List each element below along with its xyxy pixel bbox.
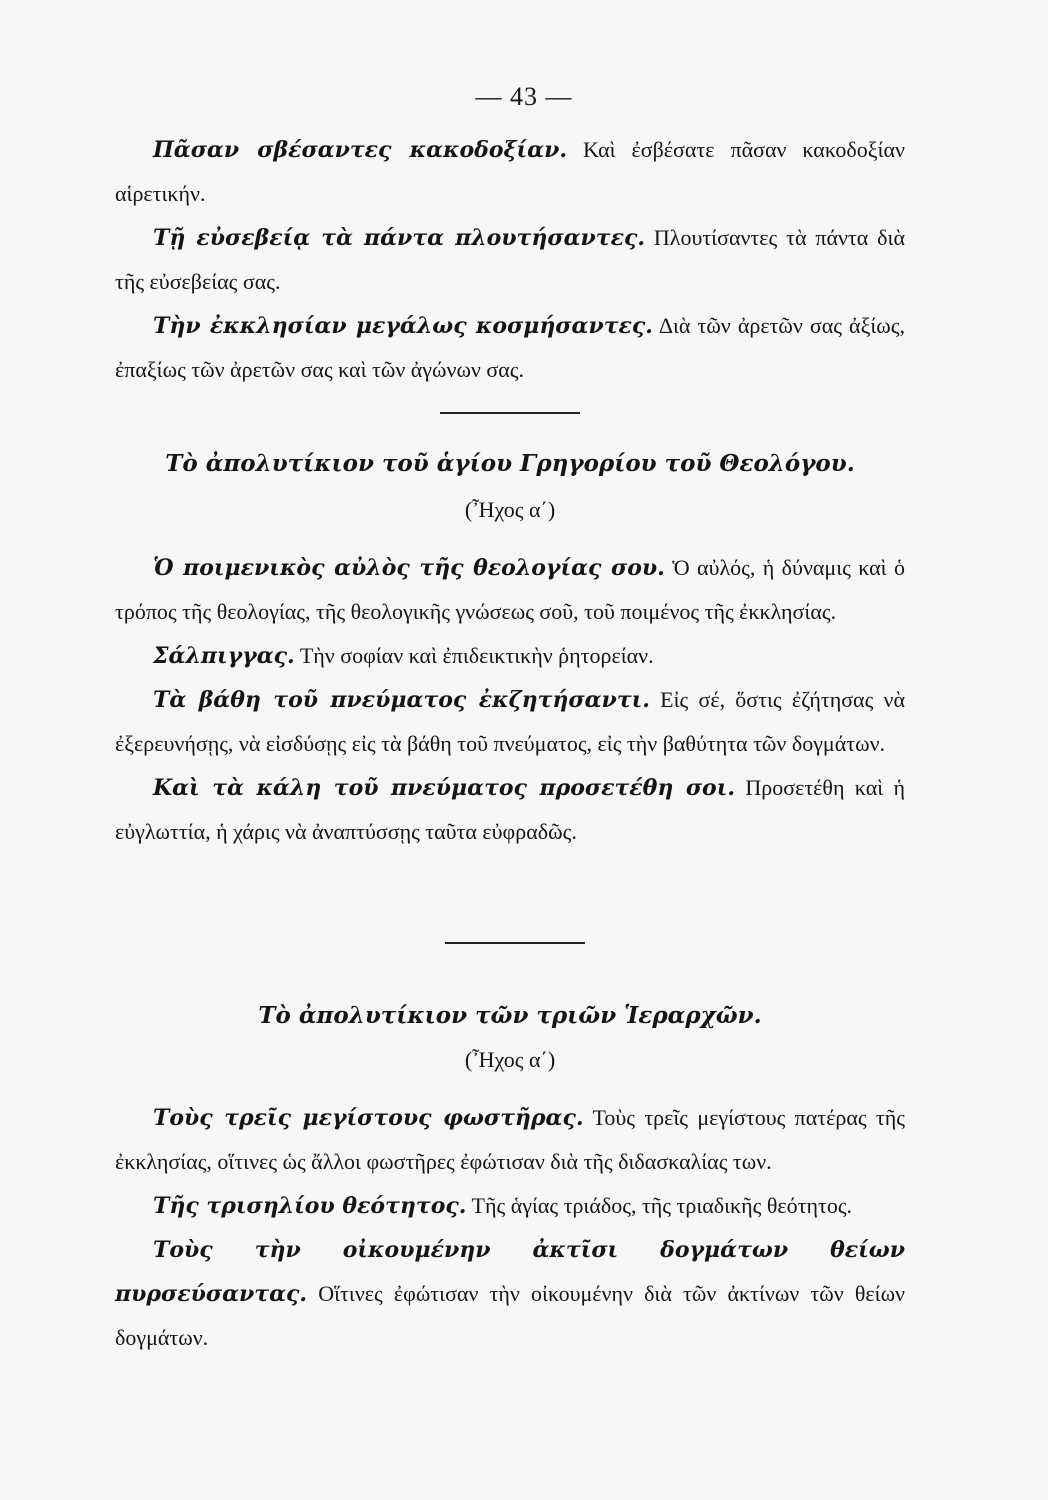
paragraph: [115, 678, 905, 766]
paragraph: [115, 546, 905, 634]
paragraph: [115, 128, 905, 216]
tone-label: (Ἦχος α΄): [464, 1047, 556, 1072]
verse-explanation: Τὴν σοφίαν καὶ ἐπιδεικτικὴν ῥητορείαν.: [299, 643, 654, 668]
paragraph: [115, 304, 905, 392]
verse-phrase: Σάλπιγγας.: [153, 643, 295, 669]
verse-explanation: Ὁ αὐλός, ἡ δύναμις καὶ ὁ τρόπος τῆς θεολογίας, τῆς θεολογικῆς γνώσεως σοῦ, τοῦ ποιμένος τῆς ἐκκλησίας.: [115, 555, 906, 624]
tone-label: (Ἦχος α΄): [464, 497, 556, 522]
verse-explanation: Καὶ ἐσβέσατε πᾶσαν κακοδοξίαν αἱρετικήν.: [115, 137, 905, 206]
text-block-2: [115, 546, 905, 854]
page-number: — 43 —: [475, 82, 573, 111]
verse-explanation: Οἵτινες ἐφώτισαν τὴν οἰκουμένην διὰ τῶν ἀκτίνων τῶν θείων δογμάτων.: [115, 1281, 905, 1350]
verse-phrase: Τῇ εὐσεβείᾳ τὰ πάντα πλουτήσαντες.: [153, 225, 645, 251]
section-heading-three-hierarchs: Τὸ ἀπολυτίκιον τῶν τριῶν Ἱεραρχῶν.: [258, 1002, 762, 1029]
verse-explanation: Εἰς σέ, ὅστις ἐζήτησας νὰ ἐξερευνήσῃς, νὰ εἰσδύσῃς εἰς τὰ βάθη τοῦ πνεύματος, εἰς τὴν βαθύτητα τῶν δογμάτων.: [115, 687, 905, 756]
verse-phrase: Τοὺς τρεῖς μεγίστους φωστῆρας.: [153, 1105, 584, 1131]
paragraph: [115, 1096, 905, 1184]
section-divider: [440, 412, 580, 414]
verse-phrase: Τὰ βάθη τοῦ πνεύματος ἐκζητήσαντι.: [153, 687, 650, 713]
section-heading-gregory: Τὸ ἀπολυτίκιον τοῦ ἁγίου Γρηγορίου τοῦ Θεολόγου.: [165, 450, 855, 477]
section-divider: [445, 942, 585, 944]
text-block-3: [115, 1096, 905, 1360]
verse-explanation: Προσετέθη καὶ ἡ εὐγλωττία, ἡ χάρις νὰ ἀναπτύσσῃς ταῦτα εὐφραδῶς.: [115, 775, 906, 844]
verse-explanation: Πλουτίσαντες τὰ πάντα διὰ τῆς εὐσεβείας σας.: [115, 225, 905, 294]
verse-explanation: Διὰ τῶν ἀρετῶν σας ἀξίως, ἐπαξίως τῶν ἀρετῶν σας καὶ τῶν ἀγώνων σας.: [115, 313, 905, 382]
verse-phrase: Ὁ ποιμενικὸς αὐλὸς τῆς θεολογίας σου.: [153, 555, 665, 581]
verse-phrase: Πᾶσαν σβέσαντες κακοδοξίαν.: [153, 137, 568, 163]
verse-phrase: Τοὺς τὴν οἰκουμένην ἀκτῖσι δογμάτων θείων πυρσεύσαντας.: [115, 1237, 905, 1307]
text-block-1: [115, 128, 905, 392]
verse-explanation: Τοὺς τρεῖς μεγίστους πατέρας τῆς ἐκκλησίας, οἵτινες ὡς ἄλλοι φωστῆρες ἐφώτισαν διὰ τῆς διδασκαλίας των.: [115, 1105, 905, 1174]
paragraph: [115, 216, 905, 304]
verse-explanation: Τῆς ἁγίας τριάδος, τῆς τριαδικῆς θεότητος.: [471, 1193, 853, 1218]
paragraph: [115, 1228, 905, 1360]
paragraph: [115, 634, 905, 678]
verse-phrase: Καὶ τὰ κάλη τοῦ πνεύματος προσετέθη σοι.: [153, 775, 736, 801]
verse-phrase: Τὴν ἐκκλησίαν μεγάλως κοσμήσαντες.: [153, 313, 653, 339]
paragraph: [115, 766, 905, 854]
verse-phrase: Τῆς τρισηλίου θεότητος.: [153, 1193, 467, 1219]
paragraph: [115, 1184, 905, 1228]
